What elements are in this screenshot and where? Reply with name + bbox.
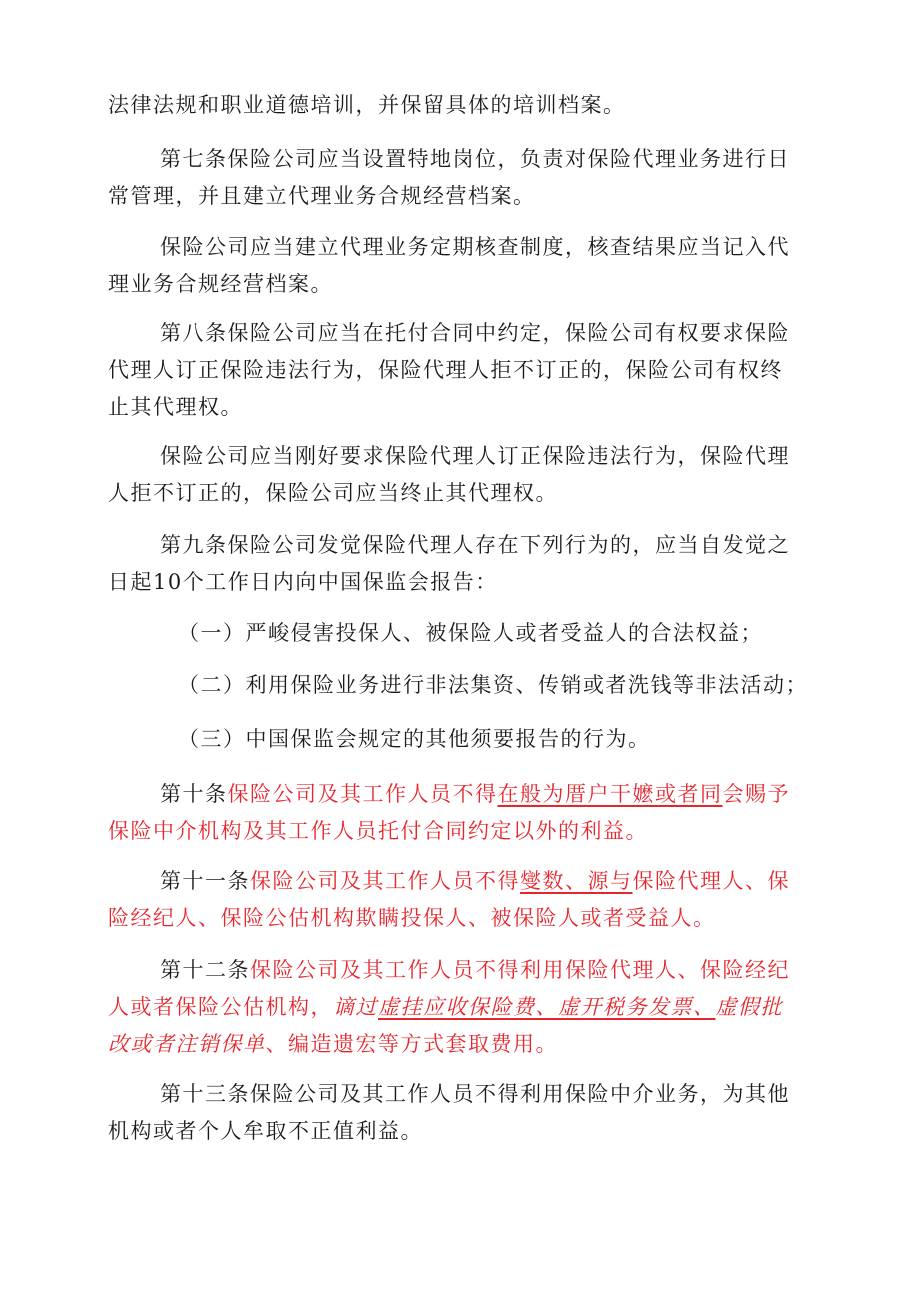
text-segment: 法律法规和职业道德培训，并保留具体的培训档案。 [108, 93, 626, 117]
text-segment: （三）中国保监会规定的其他须要报告的行为。 [178, 727, 651, 751]
text-segment: 常管理，并且建立代理业务合规经营档案。 [108, 184, 536, 208]
text-segment: 日起10个工作日内向中国保监会报告： [108, 570, 498, 594]
text-line [178, 672, 808, 698]
text-line [160, 868, 790, 894]
text-segment: 第十条 [160, 782, 228, 806]
text-line [178, 726, 651, 752]
text-line [108, 92, 626, 118]
text-segment: 燮数、源与 [520, 869, 633, 893]
text-line [160, 234, 790, 260]
text-segment: （一）严峻侵害投保人、被保险人或者受益人的合法权益； [178, 621, 763, 645]
text-segment: 会赐予 [722, 782, 790, 806]
text-segment: 虚挂应收保险费、虚开税务发票、 [378, 995, 716, 1019]
text-segment: 理业务合规经营档案。 [108, 272, 333, 296]
text-line [160, 532, 790, 558]
text-line [108, 480, 558, 506]
text-line [160, 781, 790, 807]
text-segment: 、编造遗宏等方式套取费用。 [265, 1032, 558, 1056]
text-line [108, 905, 716, 931]
text-segment: 第十一条 [160, 869, 250, 893]
text-segment: 第七条保险公司应当设置特地岗位，负责对保险代理业务进行日 [160, 147, 790, 171]
text-segment: 人或者保险公估机构， [108, 995, 333, 1019]
text-line [160, 443, 790, 469]
text-segment: 改或者注销保单 [108, 1032, 266, 1056]
text-segment: 人拒不订正的，保险公司应当终止其代理权。 [108, 481, 558, 505]
text-line [108, 818, 648, 844]
text-segment: 保险公司应当刚好要求保险代理人订正保险违法行为，保险代理 [160, 444, 790, 468]
text-segment: 保险公司及其工作人员不得利用保险代理人、保险经纪 [250, 958, 790, 982]
text-segment: 机构或者个人牟取不正值利益。 [108, 1119, 423, 1143]
text-line [108, 394, 243, 420]
text-segment: 保险公司及其工作人员不得 [250, 869, 520, 893]
text-segment: 第十二条 [160, 958, 250, 982]
text-segment: 第八条保险公司应当在托付合同中约定，保险公司有权要求保险 [160, 321, 790, 345]
text-line [178, 620, 763, 646]
text-segment: 第十三条保险公司及其工作人员不得利用保险中介业务，为其他 [160, 1082, 790, 1106]
text-segment: 保险中介机构及其工作人员托付合同约定以外的利益。 [108, 819, 648, 843]
text-segment: 止其代理权。 [108, 395, 243, 419]
text-segment: 保险公司应当建立代理业务定期核查制度，核查结果应当记入代 [160, 235, 790, 259]
text-segment: 险经纪人、保险公估机构欺瞒投保人、被保险人或者受益人。 [108, 906, 716, 930]
text-segment: 第九条保险公司发觉保险代理人存在下列行为的，应当自发觉之 [160, 533, 790, 557]
text-line [160, 1081, 790, 1107]
text-segment: （二）利用保险业务进行非法集资、传销或者洗钱等非法活动； [178, 673, 808, 697]
text-line [160, 146, 790, 172]
text-line [108, 1031, 558, 1057]
text-segment: 保险公司及其工作人员不得 [227, 782, 498, 806]
text-line [108, 994, 783, 1020]
text-segment: 谪过 [333, 995, 378, 1019]
text-line [108, 1118, 423, 1144]
text-segment: 代理人订正保险违法行为，保险代理人拒不订正的，保险公司有权终 [108, 358, 783, 382]
text-segment: 保险代理人、保 [632, 869, 790, 893]
text-line [108, 357, 783, 383]
text-line [160, 320, 790, 346]
text-line [108, 271, 333, 297]
text-line [108, 569, 498, 595]
text-line [160, 957, 790, 983]
text-line [108, 183, 536, 209]
text-segment: 在般为厝户干嬷或者同 [497, 782, 723, 806]
text-segment: 虚假批 [715, 995, 783, 1019]
